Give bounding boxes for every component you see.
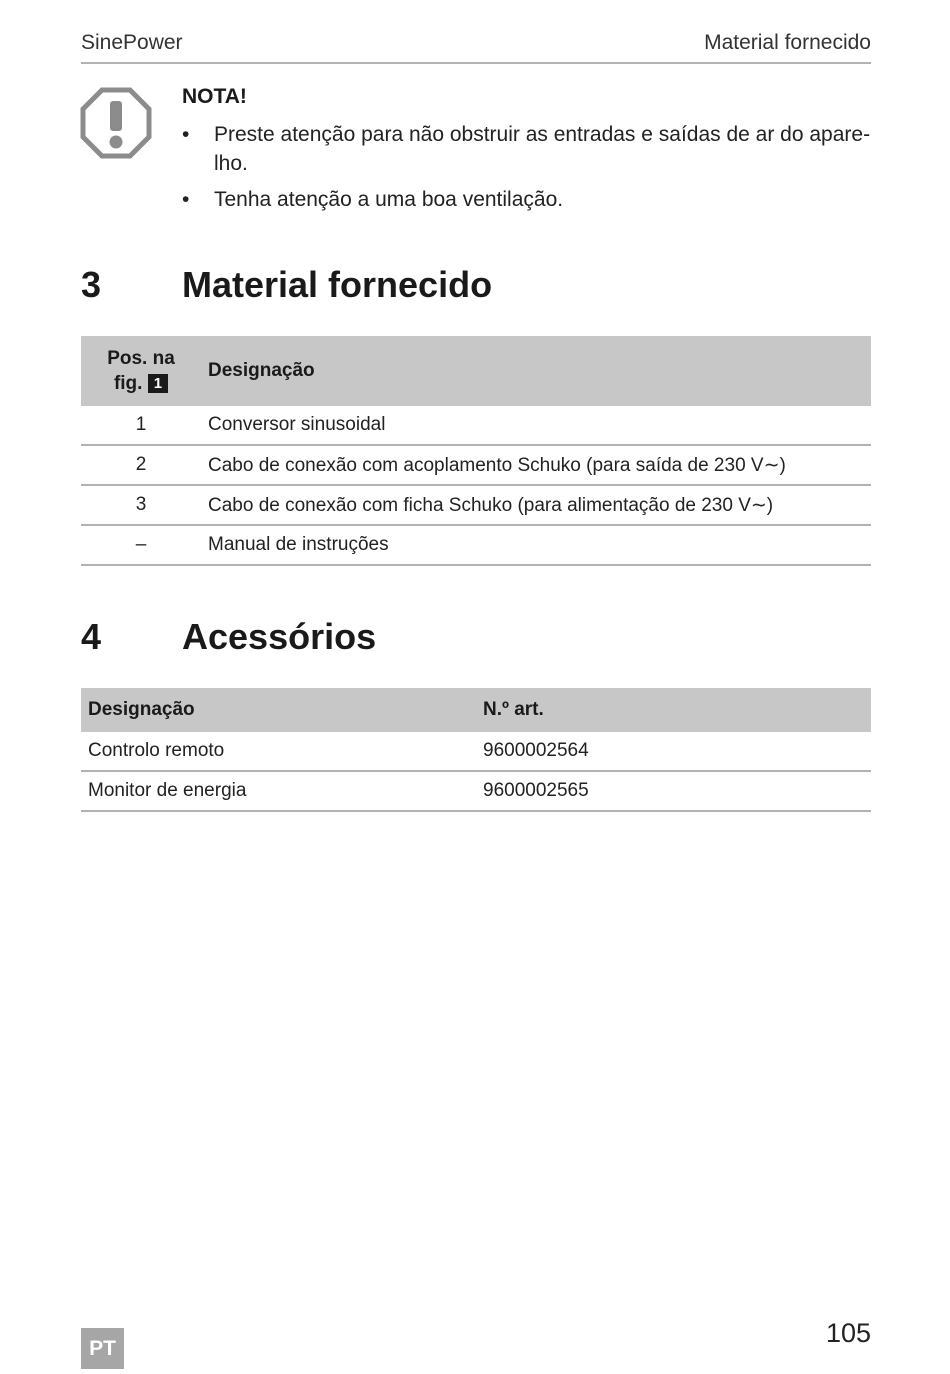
designation-cell: Cabo de conexão com ficha Schuko (para alimentação de 230 V∼) xyxy=(201,485,871,525)
column-header-designation: Designação xyxy=(201,336,871,406)
note-list xyxy=(182,120,872,221)
position-cell: 3 xyxy=(81,485,201,525)
column-header-designation: Designação xyxy=(81,688,483,732)
column-header-position: Pos. na fig. 1 xyxy=(81,336,201,406)
header-divider xyxy=(81,62,871,64)
table-row xyxy=(81,406,871,445)
table-header-row xyxy=(81,336,871,406)
section-3-title: Material fornecido xyxy=(182,264,493,305)
page-number: 105 xyxy=(825,1318,871,1348)
language-badge: PT xyxy=(81,1328,124,1369)
accessories-table xyxy=(81,688,871,812)
position-cell: – xyxy=(81,525,201,565)
designation-cell: Controlo remoto xyxy=(81,732,483,771)
table-row xyxy=(81,485,871,525)
section-4-title: Acessórios xyxy=(182,616,377,657)
running-header-product: SinePower xyxy=(81,31,183,54)
position-cell: 2 xyxy=(81,445,201,485)
note-item: • Preste atenção para não obstruir as entradas e saídas de ar do apare-lho. xyxy=(182,123,871,175)
table-row xyxy=(81,445,871,485)
table-row xyxy=(81,771,871,811)
article-number-cell: 9600002564 xyxy=(483,732,871,771)
figure-reference-badge: 1 xyxy=(148,374,168,393)
designation-cell: Monitor de energia xyxy=(81,771,483,811)
note-item: • Tenha atenção a uma boa ventilação. xyxy=(182,188,564,211)
designation-cell: Conversor sinusoidal xyxy=(201,406,871,445)
column-header-article-number: N.º art. xyxy=(483,688,871,732)
supplied-material-table xyxy=(81,336,871,566)
section-3-number: 3 xyxy=(81,264,102,305)
position-cell: 1 xyxy=(81,406,201,445)
running-header-section: Material fornecido xyxy=(704,31,871,54)
warning-exclamation-octagon-icon xyxy=(80,87,152,159)
table-header-row xyxy=(81,688,871,732)
table-row xyxy=(81,525,871,565)
article-number-cell: 9600002565 xyxy=(483,771,871,811)
note-title: NOTA! xyxy=(182,85,247,108)
table-row xyxy=(81,732,871,771)
designation-cell: Manual de instruções xyxy=(201,525,871,565)
designation-cell: Cabo de conexão com acoplamento Schuko (para saída de 230 V∼) xyxy=(201,445,871,485)
section-4-number: 4 xyxy=(81,616,102,657)
